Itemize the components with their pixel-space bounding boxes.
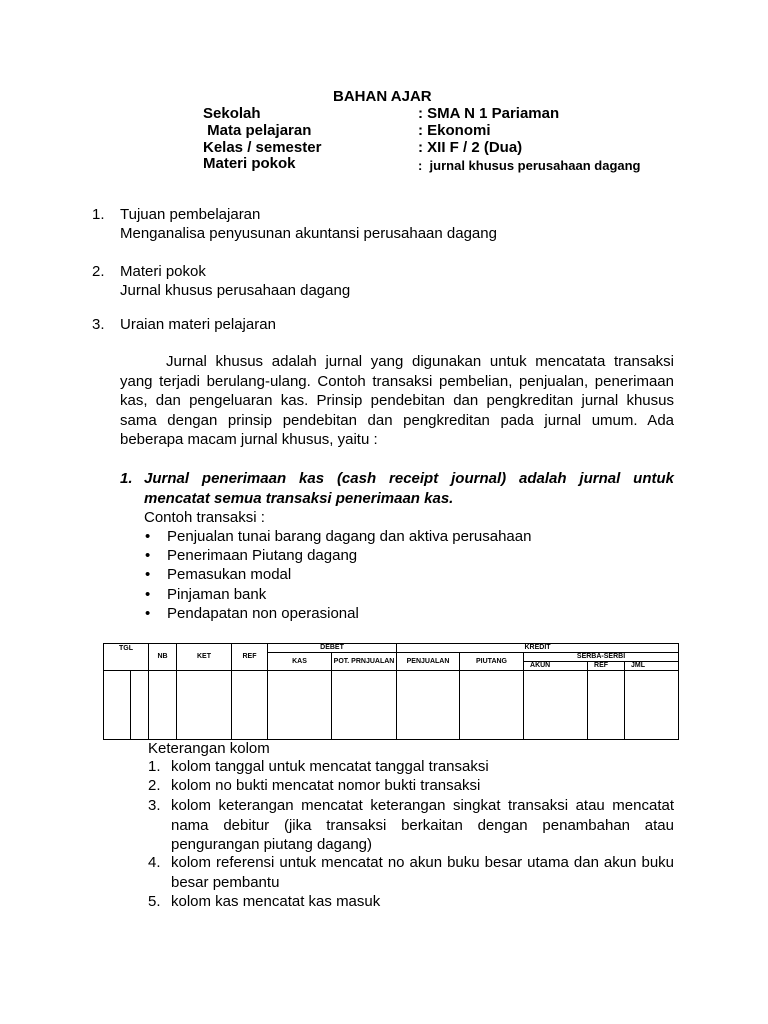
- table-cell: [460, 671, 524, 740]
- table-cell: [232, 671, 268, 740]
- field-value-mapel: : Ekonomi: [418, 122, 491, 139]
- table-cell: [588, 671, 625, 740]
- keterangan-item: kolom kas mencatat kas masuk: [171, 893, 381, 910]
- bullet-item: Penerimaan Piutang dagang: [167, 547, 358, 564]
- table-cell: [149, 671, 177, 740]
- bullet-item: Pemasukan modal: [167, 566, 292, 583]
- col-header-kredit: KREDIT: [397, 644, 679, 653]
- keterangan-item: kolom tanggal untuk mencatat tanggal transaksi: [171, 758, 489, 775]
- col-header-jml: JML: [625, 662, 679, 671]
- col-header-ref: REF: [232, 644, 268, 671]
- cash-receipt-journal-table: [103, 643, 679, 740]
- table-cell: [104, 671, 131, 740]
- table-cell: [131, 671, 149, 740]
- bullet-item: Penjualan tunai barang dagang dan aktiva perusahaan: [167, 528, 532, 545]
- keterangan-item-number: 2.: [148, 777, 161, 794]
- section-2-title: Materi pokok: [120, 263, 206, 280]
- col-header-serba-serbi: SERBA-SERBI: [524, 653, 679, 662]
- field-label-materi: Materi pokok: [203, 155, 296, 172]
- table-cell: [177, 671, 232, 740]
- section-1-body: Menganalisa penyusunan akuntansi perusahaan dagang: [120, 225, 497, 242]
- section-3-number: 3.: [92, 316, 105, 333]
- section-2-body: Jurnal khusus perusahaan dagang: [120, 282, 351, 299]
- bullet-icon: •: [145, 528, 151, 545]
- example-label: Contoh transaksi :: [144, 509, 265, 526]
- journal-1-number: 1.: [120, 470, 133, 487]
- keterangan-title: Keterangan kolom: [148, 740, 270, 757]
- field-value-materi: : jurnal khusus perusahaan dagang: [418, 158, 641, 173]
- table-cell: [625, 671, 679, 740]
- col-header-kas: KAS: [268, 653, 332, 671]
- intro-paragraph: Jurnal khusus adalah jurnal yang digunakan untuk mencatata transaksi yang terjadi berulang-ulang. Contoh transaksi pembelian, penjualan, penerimaan kas, dan pengeluaran kas. Prinsip pendebitan dan pengkreditan jurnal khusus sama dengan prinsip pendebitan dan pengkreditan pada jurnal umum. Ada beberapa macam jurnal khusus, yaitu :: [120, 353, 674, 448]
- keterangan-item-number: 4.: [148, 854, 161, 871]
- section-2-number: 2.: [92, 263, 105, 280]
- table-cell: [268, 671, 332, 740]
- bullet-item: Pendapatan non operasional: [167, 605, 359, 622]
- col-header-ket: KET: [177, 644, 232, 671]
- section-3-title: Uraian materi pelajaran: [120, 316, 276, 333]
- section-1-number: 1.: [92, 206, 105, 223]
- field-label-kelas: Kelas / semester: [203, 139, 322, 156]
- keterangan-item-number: 1.: [148, 758, 161, 775]
- section-1-title: Tujuan pembelajaran: [120, 206, 261, 223]
- keterangan-item: kolom no bukti mencatat nomor bukti transaksi: [171, 777, 481, 794]
- keterangan-item: kolom referensi untuk mencatat no akun buku besar utama dan akun buku besar pembantu: [171, 854, 674, 891]
- col-header-piutang: PIUTANG: [460, 653, 524, 671]
- col-header-penjualan: PENJUALAN: [397, 653, 460, 671]
- bullet-icon: •: [145, 566, 151, 583]
- journal-1-heading: Jurnal penerimaan kas (cash receipt journal) adalah jurnal untuk mencatat semua transaksi penerimaan kas.: [144, 470, 674, 507]
- col-header-akun: AKUN: [524, 662, 588, 671]
- col-header-tgl: TGL: [104, 644, 149, 671]
- field-value-sekolah: : SMA N 1 Pariaman: [418, 105, 560, 122]
- table-cell: [332, 671, 397, 740]
- col-header-nb: NB: [149, 644, 177, 671]
- keterangan-item: kolom keterangan mencatat keterangan singkat transaksi atau mencatat nama debitur (jika transaksi berkaitan dengan penambahan atau pengurangan piutang dagang): [171, 797, 674, 853]
- keterangan-item-number: 3.: [148, 797, 161, 814]
- field-value-kelas: : XII F / 2 (Dua): [418, 139, 523, 156]
- field-label-sekolah: Sekolah: [203, 105, 261, 122]
- keterangan-item-number: 5.: [148, 893, 161, 910]
- bullet-icon: •: [145, 605, 151, 622]
- field-label-mapel: Mata pelajaran: [203, 122, 312, 139]
- table-cell: [397, 671, 460, 740]
- col-header-ref-2: REF: [588, 662, 625, 671]
- document-title: BAHAN AJAR: [333, 88, 432, 105]
- col-header-debet: DEBET: [268, 644, 397, 653]
- table-cell: [524, 671, 588, 740]
- bullet-icon: •: [145, 586, 151, 603]
- col-header-pot-penjualan: POT. PRNJUALAN: [332, 653, 397, 671]
- bullet-icon: •: [145, 547, 151, 564]
- bullet-item: Pinjaman bank: [167, 586, 267, 603]
